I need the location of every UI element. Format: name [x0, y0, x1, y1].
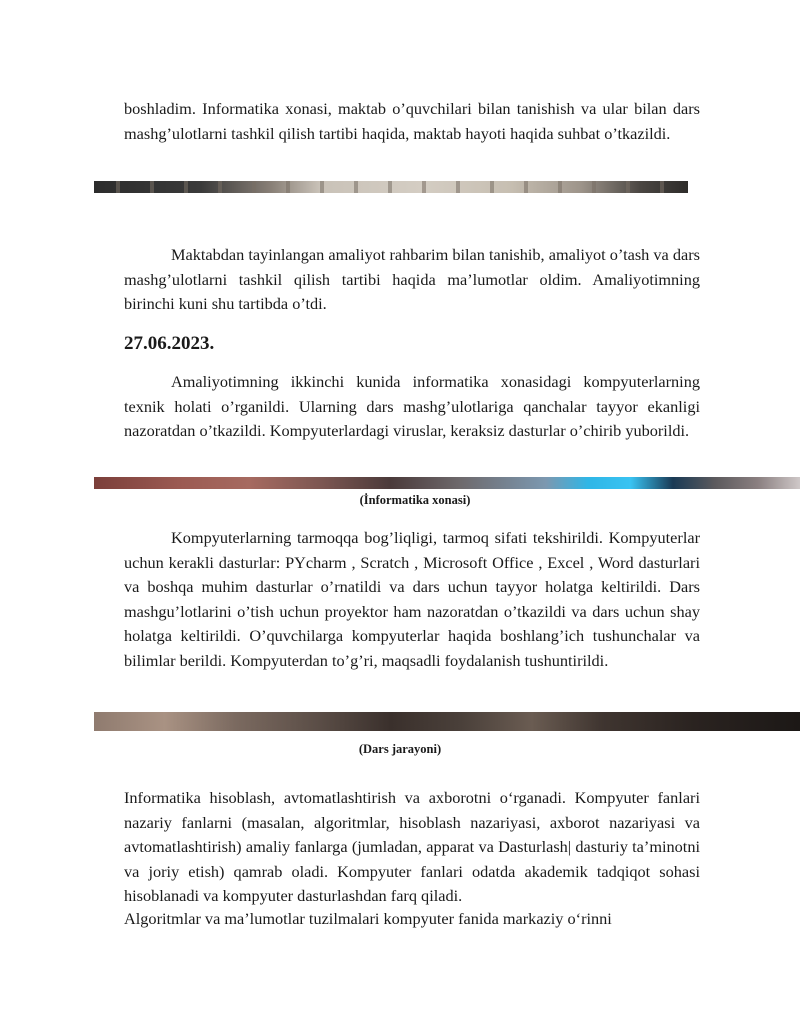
photo-strip-informatics-room	[94, 477, 800, 489]
caption-informatics-room: (İnformatika xonasi)	[359, 493, 471, 507]
paragraph-informatics-definition: Informatika hisoblash, avtomatlashtirish va axborotni oʻrganadi. Kompyuter fanlari nazariy fanlarni (masalan, algoritmlar, hisoblash nazariyasi, axborot nazariyasi va avtomatlashtirish) amaliy fanlarga (jumladan, apparat va Dasturlash| dasturiy taʼminotni va joriy etish) qamrab oladi. Kompyuter fanlari odatda akademik tadqiqot sohasi hisoblanadi va kompyuter dasturlashdan farq qiladi.	[124, 788, 700, 905]
caption-lesson-process: (Dars jarayoni)	[358, 742, 442, 756]
photo-strip-lesson	[94, 712, 800, 731]
paragraph-second-day: Amaliyotimning ikkinchi kunida informatika xonasidagi kompyuterlarning texnik holati o’rganildi. Ularning dars mashg’ulotlariga qanchalar tayyor ekanligi nazoratdan o’tkazildi. Kompyuterlardagi viruslar, keraksiz dasturlar o’chirib yuborildi.	[124, 372, 700, 440]
paragraph-algorithms: Algoritmlar va maʼlumotlar tuzilmalari kompyuter fanida markaziy oʻrinni	[124, 909, 612, 928]
date-heading: 27.06.2023.	[124, 333, 215, 354]
paragraph-intro: boshladim. Informatika xonasi, maktab o’quvchilari bilan tanishish va ular bilan dars mashg’ulotlarni tashkil qilish tartibi haqida, maktab hayoti haqida suhbat o’tkazildi.	[124, 99, 700, 143]
paragraph-software: Kompyuterlarning tarmoqqa bog’liqligi, tarmoq sifati tekshirildi. Kompyuterlar uchun kerakli dasturlar: PYcharm , Scratch , Microsoft Office , Excel , Word dasturlari va boshqa muhim dasturlar o’rnatildi va dars uchun tayyor holatga keltirildi. Dars mashgu’lotlarini o’tish uchun proyektor ham nazoratdan o’tkazildi va dars uchun shay holatga keltirildi. O’quvchilarga kompyuterlar haqida boshlang’ich tushunchalar va bilimlar berildi. Kompyuterdan to’g’ri, maqsadli foydalanish tushuntirildi.	[124, 528, 700, 670]
photo-strip-top	[94, 181, 688, 193]
paragraph-first-day: Maktabdan tayinlangan amaliyot rahbarim bilan tanishib, amaliyot o’tash va dars mashg’ulotlarni tashkil qilish tartibi haqida ma’lumotlar oldim. Amaliyotimning birinchi kuni shu tartibda o’tdi.	[124, 245, 700, 313]
